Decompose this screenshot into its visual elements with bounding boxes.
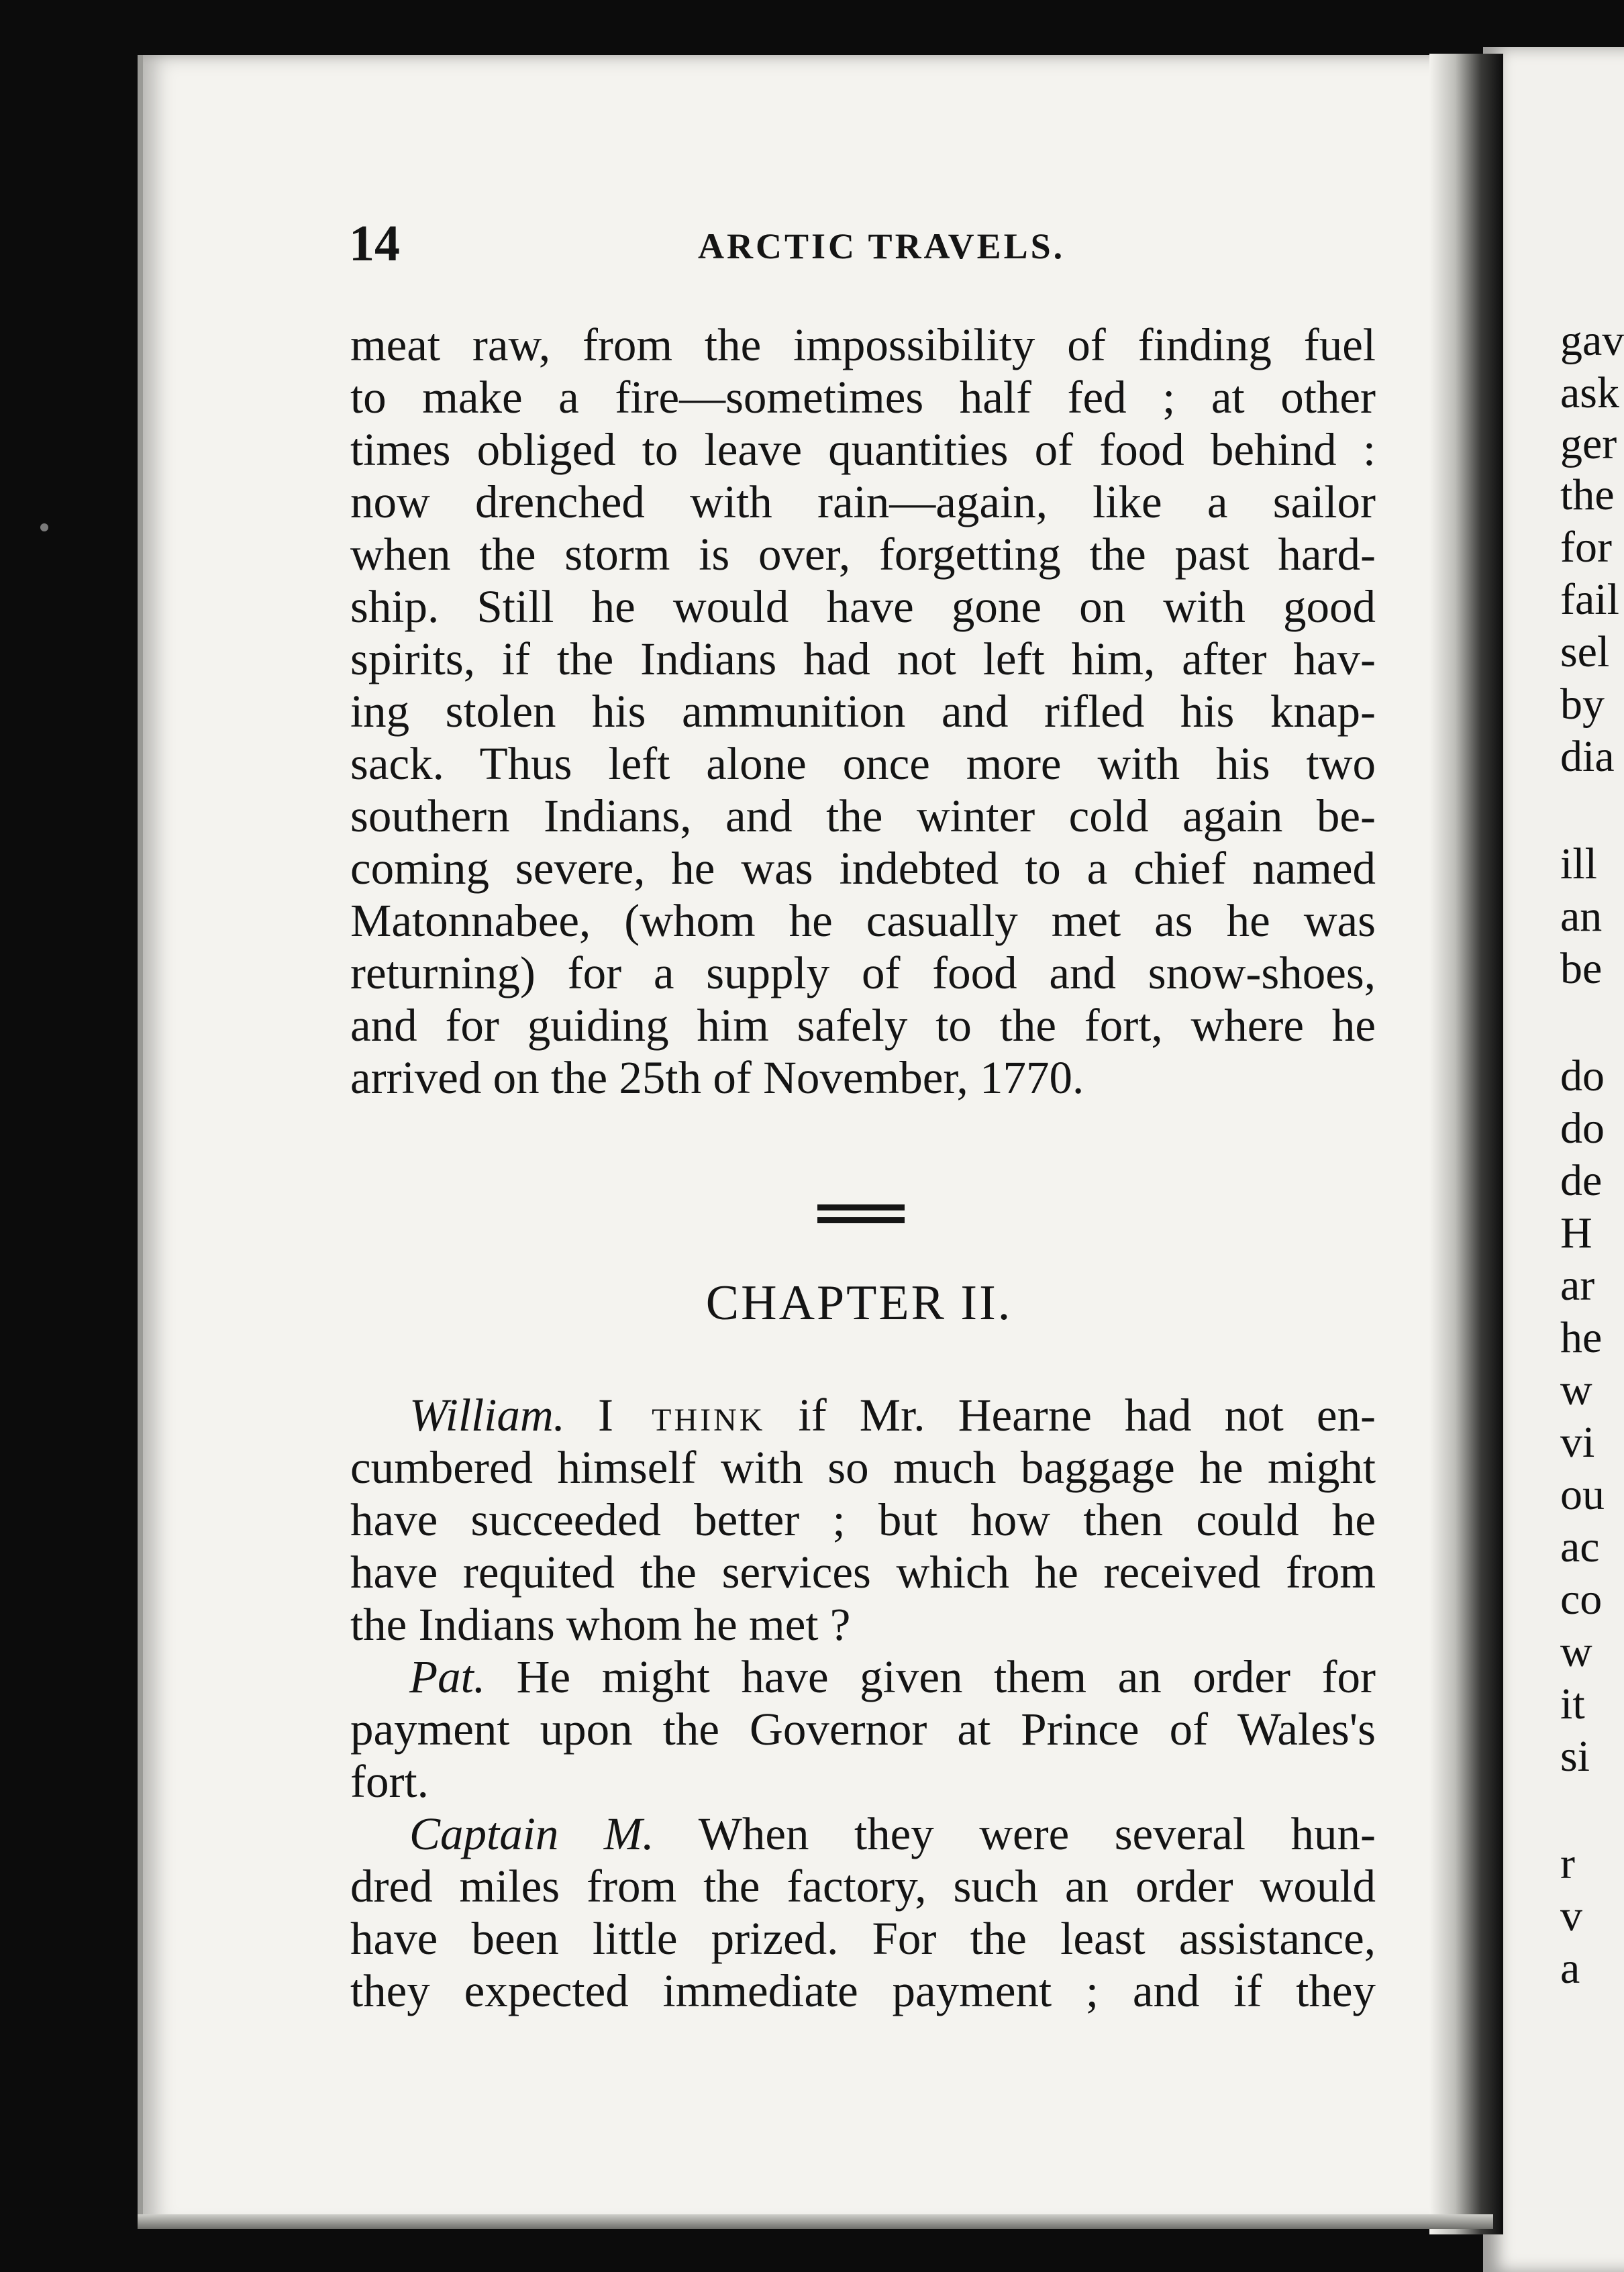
facing-page-fragment: do: [1560, 1104, 1605, 1153]
facing-page-fragment: sel: [1560, 627, 1610, 676]
page-number: 14: [349, 215, 400, 272]
text-line: fort.: [350, 1756, 429, 1807]
text-line: the Indians whom he met ?: [350, 1599, 851, 1650]
facing-page-fragment: ar: [1560, 1261, 1595, 1310]
facing-page-fragment: H: [1560, 1208, 1592, 1257]
text-line: have been little prized. For the least assistance,: [350, 1913, 1376, 1964]
facing-page-fragment: be: [1560, 944, 1603, 993]
text-line: spirits, if the Indians had not left him, after hav-: [350, 633, 1376, 684]
text-line: southern Indians, and the winter cold again be-: [350, 790, 1376, 841]
text-line: Matonnabee, (whom he casually met as he was: [350, 895, 1376, 946]
facing-page-fragment: it: [1560, 1680, 1585, 1728]
text-line: dred miles from the factory, such an order would: [350, 1861, 1376, 1912]
text-line: arrived on the 25th of November, 1770.: [350, 1052, 1084, 1103]
dialogue-first-line-william: [350, 1389, 1376, 1441]
facing-page-fragment: he: [1560, 1313, 1603, 1362]
facing-page-fragment: ac: [1560, 1522, 1600, 1571]
text-line: to make a fire—sometimes half fed ; at other: [350, 372, 1376, 423]
facing-page-fragment: for: [1560, 523, 1612, 572]
text-line: and for guiding him safely to the fort, where he: [350, 1000, 1376, 1051]
facing-page-fragment: ger: [1560, 419, 1617, 468]
speaker-name: Pat.: [409, 1651, 486, 1702]
line-rest: He might have given them an order for: [485, 1651, 1376, 1702]
text-line: sack. Thus left alone once more with his two: [350, 738, 1376, 789]
text-line: now drenched with rain—again, like a sailor: [350, 476, 1376, 527]
dialogue-first-line-pat: [350, 1651, 1376, 1703]
text-line: coming severe, he was indebted to a chief named: [350, 843, 1376, 894]
line-rest: When they were several hun-: [654, 1808, 1376, 1859]
gutter-shadow: [1429, 54, 1503, 2234]
text-line: returning) for a supply of food and snow-shoes,: [350, 947, 1376, 998]
facing-page-fragment: ask: [1560, 368, 1619, 417]
text-line: times obliged to leave quantities of food behind :: [350, 424, 1376, 475]
facing-page-fragment: ill: [1560, 839, 1598, 888]
facing-page-fragment: vi: [1560, 1418, 1595, 1467]
facing-page-fragment: v: [1560, 1892, 1582, 1941]
text-line: ship. Still he would have gone on with good: [350, 581, 1376, 632]
dialogue-first-line-captain: [350, 1808, 1376, 1860]
facing-page-fragment: ou: [1560, 1470, 1605, 1519]
speaker-name: Captain M.: [409, 1808, 654, 1859]
facing-page-fragment: a: [1560, 1944, 1580, 1993]
facing-page-fragment: co: [1560, 1575, 1603, 1624]
text-line: when the storm is over, forgetting the past hard-: [350, 529, 1376, 580]
facing-page-fragment: by: [1560, 680, 1605, 729]
text-line: meat raw, from the impossibility of finding fuel: [350, 319, 1376, 370]
facing-page-fragment: an: [1560, 892, 1603, 941]
text-line: have succeeded better ; but how then could he: [350, 1494, 1376, 1545]
small-caps-opening: I think: [598, 1390, 766, 1441]
dialogue-text: [350, 1389, 1376, 2017]
facing-page-fragment: the: [1560, 470, 1615, 519]
text-line: cumbered himself with so much baggage he might: [350, 1442, 1376, 1493]
facing-page-fragment: r: [1560, 1839, 1575, 1888]
chapter-heading: CHAPTER II.: [705, 1276, 1013, 1331]
facing-page-fragment: de: [1560, 1156, 1603, 1205]
speaker-name: William.: [409, 1390, 565, 1441]
facing-page-fragment: dia: [1560, 732, 1615, 781]
body-text-before-chapter: [350, 319, 1376, 1104]
facing-page-fragment: w: [1560, 1627, 1592, 1676]
facing-page-fragment: gav: [1560, 316, 1624, 365]
double-rule-ornament: [817, 1204, 905, 1223]
page-edge: [138, 2214, 1493, 2229]
facing-page-fragment: do: [1560, 1051, 1605, 1100]
running-head: ARCTIC TRAVELS.: [698, 226, 1066, 266]
line-rest: if Mr. Hearne had not en-: [765, 1390, 1376, 1441]
text-line: have requited the services which he received from: [350, 1547, 1376, 1598]
facing-page-fragment: si: [1560, 1732, 1590, 1781]
dust-speck: [40, 523, 48, 531]
text-line: they expected immediate payment ; and if they: [350, 1965, 1376, 2016]
text-line: payment upon the Governor at Prince of Wales's: [350, 1704, 1376, 1755]
facing-page-fragment: w: [1560, 1365, 1592, 1414]
text-line: ing stolen his ammunition and rifled his knap-: [350, 686, 1376, 737]
facing-page-fragment: fail: [1560, 575, 1619, 624]
